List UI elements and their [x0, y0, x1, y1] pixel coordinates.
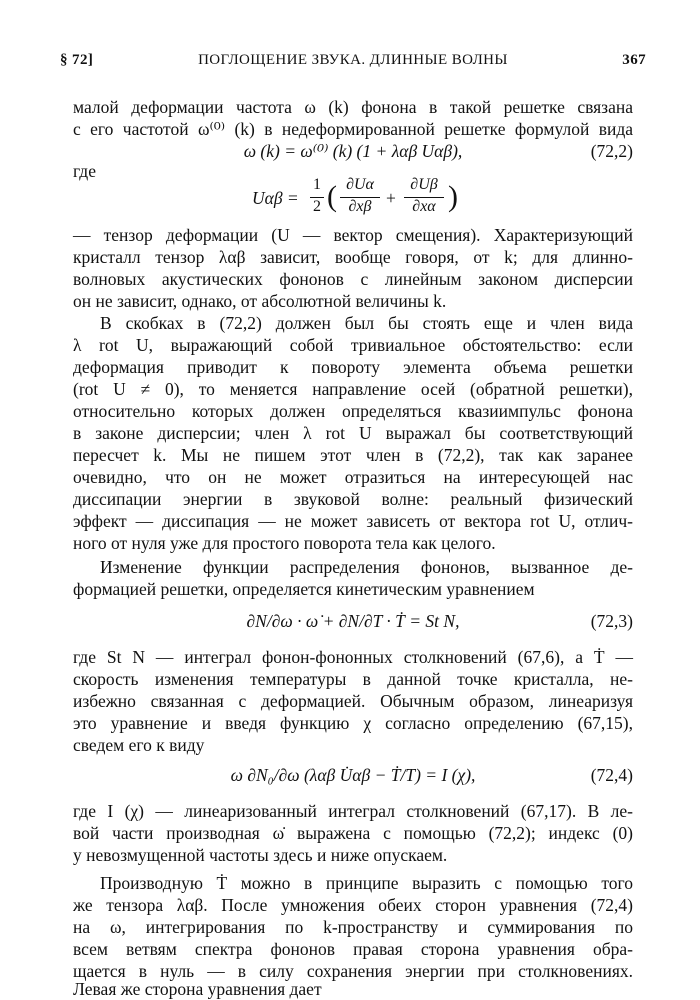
text-line: деформация приводит к повороту элемента объема решетки: [73, 357, 633, 377]
equation-body: ω (k) = ω⁽⁰⁾ (k) (1 + λαβ Uαβ),: [243, 141, 463, 161]
text-line: (rot U ≠ 0), то меняется направление осей (обратной решетки),: [73, 379, 633, 399]
text-line: Производную Ṫ можно в принципе выразить с помощью того: [100, 873, 633, 893]
equation-body: ω ∂N₀/∂ω (λαβ U̇αβ − Ṫ/T) = I (χ),: [230, 765, 476, 785]
text-line: в законе дисперсии; член λ rot U выражал бы соответствующий: [73, 423, 633, 443]
text-line: всем ветвям спектра фононов правая сторона уравнения обра-: [73, 939, 633, 959]
running-title: ПОГЛОЩЕНИЕ ЗВУКА. ДЛИННЫЕ ВОЛНЫ: [198, 52, 508, 68]
text-line: Левая же сторона уравнения дает: [73, 979, 322, 999]
text-line: ного от нуля уже для простого поворота тела как целого.: [73, 533, 496, 553]
equation-number: (72,4): [590, 765, 633, 785]
text-line: с его частотой ω⁽⁰⁾ (k) в недеформированной решетке формулой вида: [73, 119, 633, 139]
equation-number: (72,3): [590, 611, 633, 631]
text-line: диссипации энергии в звуковой волне: реальный физический: [73, 489, 633, 509]
section-number: § 72]: [60, 52, 94, 68]
text-line: у невозмущенной частоты здесь и ниже опускаем.: [73, 845, 448, 865]
running-header: [60, 52, 646, 74]
text-line: же тензора λαβ. После умножения обеих сторон уравнения (72,4): [73, 895, 633, 915]
text-line: очевидно, что он не может отразиться на интересующей нас: [73, 467, 633, 487]
text-line: скорость изменения температуры в данной точке кристалла, не-: [73, 669, 633, 689]
text-line: кристалл тензор λαβ зависит, вообще говоря, от k; для длинно-: [73, 247, 633, 267]
fraction-numerator: 1: [313, 176, 321, 193]
text-line: относительно которых должен определяться квазиимпульс фонона: [73, 401, 633, 421]
plus-sign: +: [386, 188, 396, 208]
right-paren: ): [448, 180, 458, 213]
text-line: вой части производная ω̇ выражена с помощью (72,2); индекс (0): [73, 823, 633, 843]
text-line: где: [73, 161, 96, 181]
text-line: это уравнение и введя функцию χ согласно определению (67,15),: [73, 713, 633, 733]
formula-lhs: Uαβ =: [252, 188, 299, 208]
text-line: сведем его к виду: [73, 735, 205, 755]
text-line: где I (χ) — линеаризованный интеграл столкновений (67,17). В ле-: [73, 801, 633, 821]
text-line: пересчет k. Мы не пишем этот член в (72,2), так как заранее: [73, 445, 633, 465]
text-line: щается в нуль — в силу сохранения энергии при столкновениях.: [73, 961, 633, 981]
equation-number: (72,2): [590, 141, 633, 161]
fraction-denominator: ∂xα: [412, 198, 436, 215]
text-line: формацией решетки, определяется кинетическим уравнением: [73, 579, 535, 599]
text-line: где St N — интеграл фонон-фононных столкновений (67,6), а Ṫ —: [73, 647, 633, 667]
text-line: избежно связанная с деформацией. Обычным образом, линеаризуя: [73, 691, 633, 711]
text-line: он не зависит, однако, от абсолютной величины k.: [73, 291, 447, 311]
fraction-denominator: ∂xβ: [348, 198, 372, 215]
equation-72-4: [73, 760, 633, 790]
text-line: В скобках в (72,2) должен был бы стоять еще и член вида: [100, 313, 633, 333]
text-line: волновых акустических фононов с линейным законом дисперсии: [73, 269, 633, 289]
text-line: на ω, интегрирования по k-пространству и суммирования по: [73, 917, 633, 937]
text-line: λ rot U, выражающий собой тривиальное обстоятельство: если: [73, 335, 633, 355]
fraction-denominator: 2: [313, 198, 321, 215]
equation-strain-tensor: [252, 178, 472, 218]
equation-72-3: [73, 606, 633, 636]
text-line: — тензор деформации (U — вектор смещения). Характеризующий: [73, 225, 633, 245]
text-line: эффект — диссипация — не может зависеть от вектора rot U, отлич-: [73, 511, 633, 531]
equation-body: ∂N/∂ω · ω̇ + ∂N/∂T · Ṫ = St N,: [246, 611, 460, 631]
page-number: 367: [622, 52, 646, 68]
text-line: малой деформации частота ω (k) фонона в такой решетке связана: [73, 97, 633, 117]
text-line: Изменение функции распределения фононов, вызванное де-: [100, 557, 633, 577]
fraction-numerator: ∂Uβ: [410, 176, 438, 193]
left-paren: (: [327, 180, 337, 213]
fraction-numerator: ∂Uα: [346, 176, 374, 193]
